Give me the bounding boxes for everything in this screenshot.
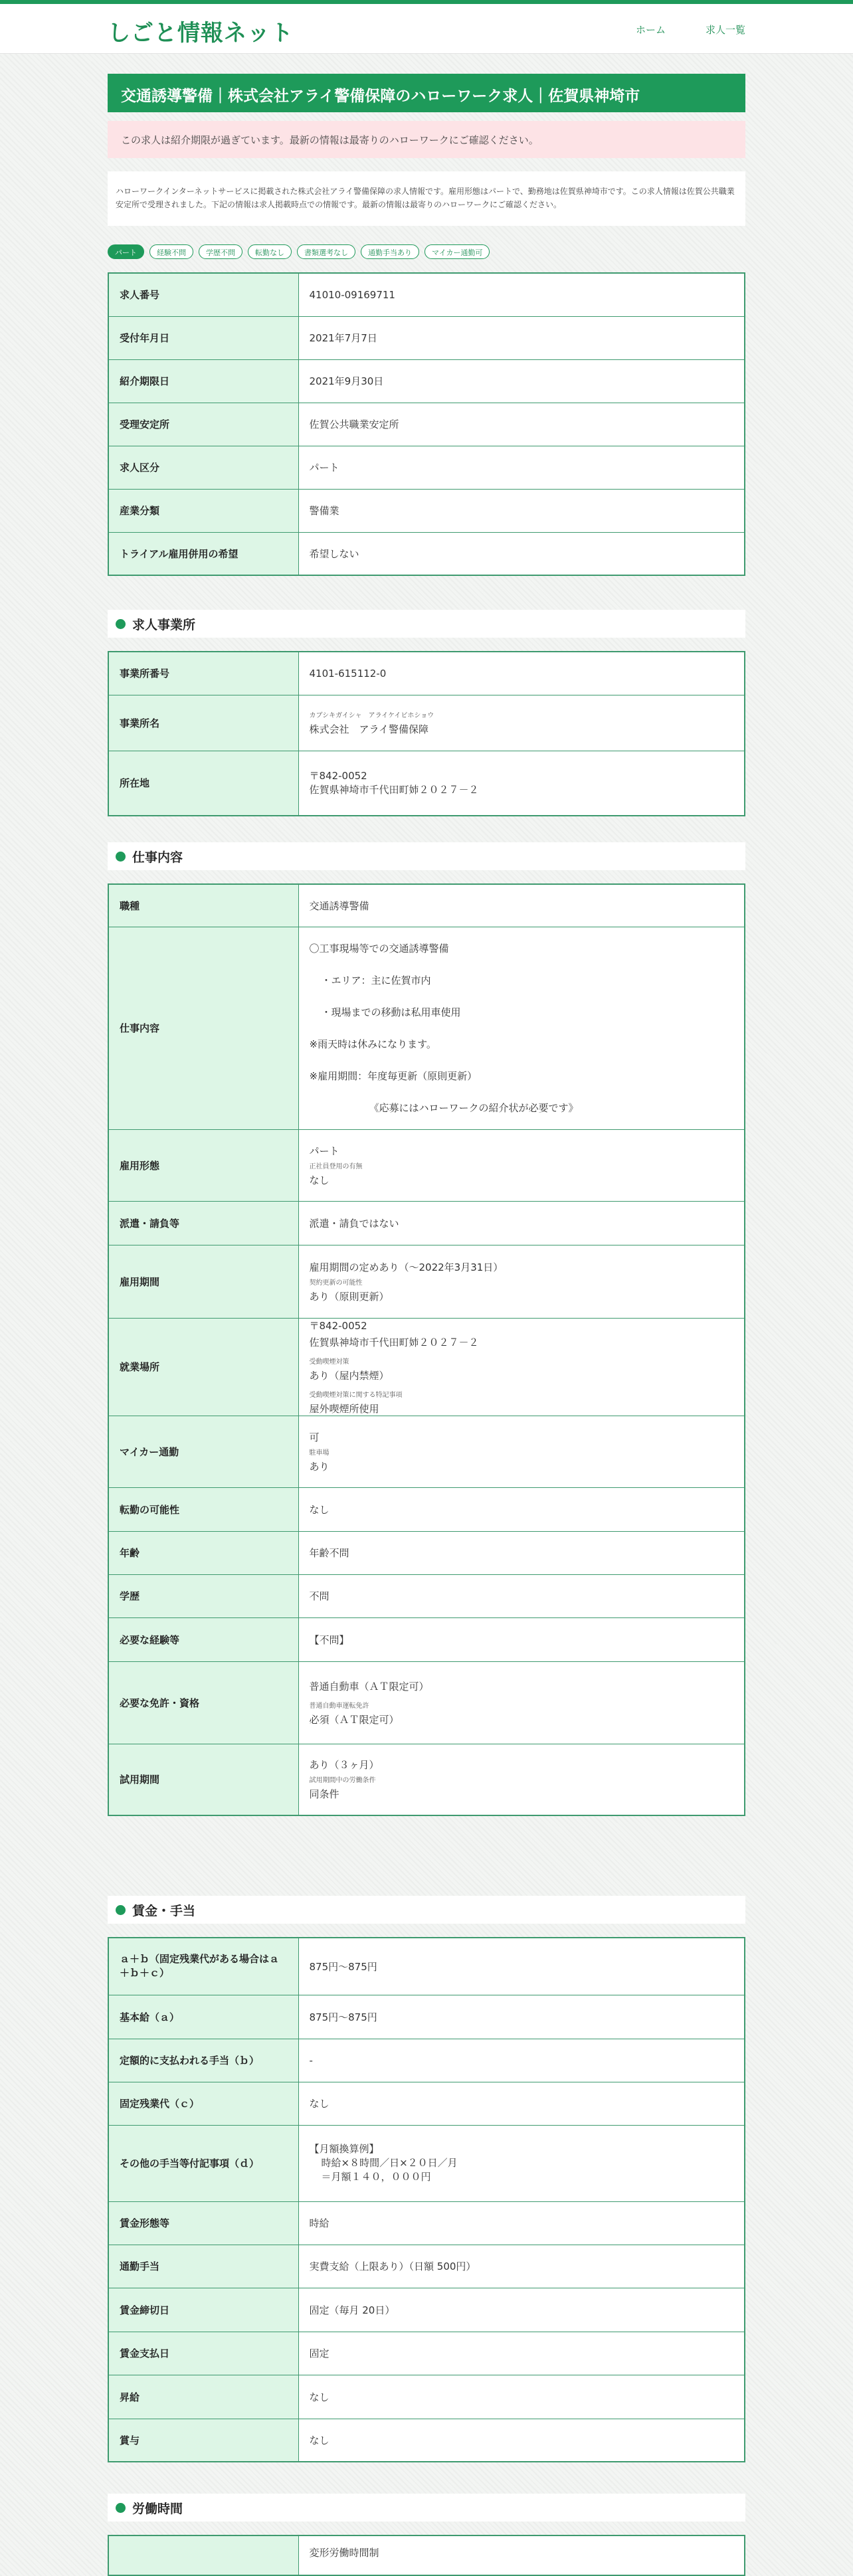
tag-commute-allowance: 通勤手当あり [361, 244, 419, 259]
nav-job-list-link[interactable]: 求人一覧 [705, 24, 745, 36]
job-content-line: ・エリア：主に佐賀市内 [321, 974, 431, 986]
experience-value: 【不問】 [298, 1617, 745, 1661]
office-name: 株式会社 アライ警備保障 [309, 723, 429, 735]
office-name-kana: カブシキガイシャ アライケイビホショウ [309, 712, 434, 719]
row-value: パート [298, 446, 745, 489]
row-label: 通勤手当 [108, 2245, 298, 2288]
row-label: 職種 [108, 884, 298, 927]
table-row [108, 2082, 745, 2125]
other-allowance-line: 【月額換算例】 [309, 2143, 379, 2155]
workplace-zip: 〒842-0052 [309, 1319, 367, 1332]
dispatch-value: 派遣・請負ではない [298, 1201, 745, 1245]
period-sub-label: 契約更新の可能性 [309, 1279, 363, 1287]
ab-value: 875円〜875円 [298, 1938, 745, 1995]
row-value: 2021年9月30日 [298, 359, 745, 403]
row-label: 就業場所 [108, 1318, 298, 1416]
office-name-cell [298, 695, 745, 751]
row-label: 賃金形態等 [108, 2201, 298, 2245]
row-value: 警備業 [298, 489, 745, 532]
row-label: 紹介期限日 [108, 359, 298, 403]
row-label: 受付年月日 [108, 316, 298, 359]
table-row [108, 1574, 745, 1617]
period-value: 雇用期間の定めあり（～2022年3月31日） [309, 1261, 504, 1273]
parking-value: あり [309, 1460, 330, 1473]
row-label [108, 1938, 298, 1995]
office-address-cell [298, 751, 745, 816]
row-label: 学歴 [108, 1574, 298, 1617]
car-commute-value: 可 [309, 1431, 320, 1443]
wage-form-value: 時給 [298, 2201, 745, 2245]
row-label: 受理安定所 [108, 403, 298, 446]
bonus-value: なし [298, 2419, 745, 2462]
transfer-value: なし [298, 1487, 745, 1531]
section-heading [108, 610, 745, 638]
table-row [108, 2375, 745, 2419]
expired-alert: この求人は紹介期限が過ぎています。最新の情報は最寄りのハローワークにご確認ください。 [108, 121, 745, 158]
row-label: 試用期間 [108, 1744, 298, 1815]
office-section [108, 610, 745, 816]
row-label: 転勤の可能性 [108, 1487, 298, 1531]
job-table [108, 883, 745, 1816]
wage-pay-day-value: 固定 [298, 2332, 745, 2375]
table-row [108, 2535, 745, 2575]
basic-info-table [108, 272, 745, 576]
employment-cell [298, 1129, 745, 1201]
tag-list [108, 244, 490, 259]
row-label: 必要な免許・資格 [108, 1661, 298, 1744]
section-heading-text: 仕事内容 [132, 850, 183, 865]
hours-table [108, 2535, 745, 2576]
row-label: 基本給（ａ） [108, 1995, 298, 2039]
section-heading [108, 1896, 745, 1924]
row-label-line: ａ＋ｂ（固定残業代がある場合は [120, 1953, 270, 1966]
row-label: 雇用形態 [108, 1129, 298, 1201]
job-content-line: 《応募にはハローワークの紹介状が必要です》 [369, 1101, 579, 1114]
table-row [108, 2288, 745, 2332]
table-row [108, 1245, 745, 1318]
row-label: 事業所番号 [108, 652, 298, 695]
license-value: 普通自動車（ＡＴ限定可） [309, 1680, 429, 1693]
office-number: 4101-615112-0 [298, 652, 745, 695]
period-sub-value: あり（原則更新） [309, 1290, 389, 1303]
row-label: 雇用期間 [108, 1245, 298, 1318]
tag-no-document-screening: 書類選考なし [297, 244, 355, 259]
table-row [108, 927, 745, 1129]
employment-type: パート [309, 1145, 339, 1157]
row-label: 賃金支払日 [108, 2332, 298, 2375]
section-heading-text: 賃金・手当 [132, 1903, 196, 1918]
bullet-dot-icon [116, 2503, 126, 2513]
table-row [108, 652, 745, 695]
workplace-address: 佐賀県神埼市千代田町姉２０２７－２ [309, 1336, 479, 1348]
table-row [108, 2039, 745, 2082]
education-value: 不問 [298, 1574, 745, 1617]
job-content-line: ・現場までの移動は私用車使用 [321, 1006, 461, 1018]
row-label: 産業分類 [108, 489, 298, 532]
office-table [108, 651, 745, 816]
table-row [108, 1129, 745, 1201]
table-row [108, 1995, 745, 2039]
table-row [108, 273, 745, 316]
row-value: 佐賀公共職業安定所 [298, 403, 745, 446]
parking-label: 駐車場 [309, 1449, 330, 1457]
table-row [108, 446, 745, 489]
table-row [108, 403, 745, 446]
other-allowance-line: 時給×８時間／日×２０日／月 [321, 2157, 458, 2169]
raise-value: なし [298, 2375, 745, 2419]
period-cell [298, 1245, 745, 1318]
office-zip: 〒842-0052 [309, 769, 367, 782]
tag-no-education: 学歴不問 [199, 244, 242, 259]
table-row [108, 1318, 745, 1416]
job-content-line: 〇工事現場等での交通誘導警備 [309, 942, 449, 955]
trial-sub-label: 試用期間中の労働条件 [309, 1777, 376, 1785]
job-description-summary: ハローワークインターネットサービスに掲載された株式会社アライ警備保障の求人情報です。雇用形態はパートで、勤務地は佐賀県神埼市です。この求人情報は佐賀公共職業安定所で受理されました。下記の情報は求人掲載時点での情報です。最新の情報は最寄りのハローワークにご確認ください。 [108, 171, 745, 226]
smoking-note-value: 屋外喫煙所使用 [309, 1402, 379, 1415]
fixed-overtime-value: なし [298, 2082, 745, 2125]
row-label [108, 2535, 298, 2575]
trial-sub-value: 同条件 [309, 1788, 339, 1801]
nav-home-link[interactable]: ホーム [635, 24, 666, 36]
main-nav [636, 23, 745, 37]
site-logo[interactable]: しごと情報ネット [108, 20, 294, 46]
table-row [108, 2201, 745, 2245]
row-label: その他の手当等付記事項（ｄ） [108, 2125, 298, 2201]
job-type: 交通誘導警備 [298, 884, 745, 927]
smoking-measures-label: 受動喫煙対策 [309, 1358, 349, 1366]
commute-allowance-value: 実費支給（上限あり）（日額 500円） [298, 2245, 745, 2288]
table-row [108, 1744, 745, 1815]
row-label: 派遣・請負等 [108, 1201, 298, 1245]
table-row [108, 1201, 745, 1245]
trial-value: あり（３ヶ月） [309, 1759, 379, 1772]
office-address: 佐賀県神埼市千代田町姉２０２７－２ [309, 783, 479, 796]
row-label-line: ａ＋ｂ＋ｃ） [120, 1953, 280, 1979]
other-allowance-cell [298, 2125, 745, 2201]
workplace-cell [298, 1318, 745, 1416]
table-row [108, 1661, 745, 1744]
job-section [108, 842, 745, 1816]
table-row [108, 359, 745, 403]
table-row [108, 1416, 745, 1487]
job-content-line: ※雇用期間：年度毎更新（原則更新） [309, 1069, 478, 1082]
table-row [108, 1938, 745, 1995]
hours-section [108, 2494, 745, 2576]
smoking-note-label: 受動喫煙対策に関する特記事項 [309, 1391, 403, 1399]
section-heading-text: 労働時間 [132, 2501, 183, 2516]
row-label: 求人番号 [108, 273, 298, 316]
job-content-cell [298, 927, 745, 1129]
wage-close-day-value: 固定（毎月 20日） [298, 2288, 745, 2332]
row-label: 賞与 [108, 2419, 298, 2462]
wage-section [108, 1896, 745, 2462]
regular-allowance-value: - [298, 2039, 745, 2082]
smoking-measures-value: あり（屋内禁煙） [309, 1369, 389, 1382]
section-heading [108, 842, 745, 870]
table-row [108, 1487, 745, 1531]
row-label: 賃金締切日 [108, 2288, 298, 2332]
tag-no-experience: 経験不問 [149, 244, 193, 259]
row-label: マイカー通勤 [108, 1416, 298, 1487]
row-label: 仕事内容 [108, 927, 298, 1129]
row-label: 固定残業代（ｃ） [108, 2082, 298, 2125]
bullet-dot-icon [116, 619, 126, 629]
row-value: 希望しない [298, 532, 745, 575]
table-row [108, 1531, 745, 1574]
table-row [108, 2125, 745, 2201]
bullet-dot-icon [116, 852, 126, 862]
row-label: 年齢 [108, 1531, 298, 1574]
license-sub-label: 普通自動車運転免許 [309, 1702, 369, 1710]
tag-car-commute: マイカー通勤可 [425, 244, 490, 259]
table-row [108, 489, 745, 532]
table-row [108, 1617, 745, 1661]
row-value: 41010-09169711 [298, 273, 745, 316]
row-label: 必要な経験等 [108, 1617, 298, 1661]
basic-info-section [108, 272, 745, 576]
page-title: 交通誘導警備｜株式会社アライ警備保障のハローワーク求人｜佐賀県神埼市 [108, 74, 745, 112]
license-cell [298, 1661, 745, 1744]
wage-table [108, 1937, 745, 2462]
job-content-line: ※雨天時は休みになります。 [309, 1038, 436, 1050]
row-value: 2021年7月7日 [298, 316, 745, 359]
tag-part-time: パート [108, 244, 144, 259]
table-row [108, 751, 745, 816]
hours-first-value: 変形労働時間制 [298, 2535, 745, 2575]
age-value: 年齢不問 [298, 1531, 745, 1574]
table-row [108, 2245, 745, 2288]
table-row [108, 2419, 745, 2462]
table-row [108, 532, 745, 575]
trial-cell [298, 1744, 745, 1815]
table-row [108, 2332, 745, 2375]
employment-sub-value: なし [309, 1174, 330, 1186]
base-salary-value: 875円〜875円 [298, 1995, 745, 2039]
license-sub-value: 必須（ＡＴ限定可） [309, 1713, 399, 1726]
section-heading [108, 2494, 745, 2522]
row-label: トライアル雇用併用の希望 [108, 532, 298, 575]
tag-no-transfer: 転勤なし [248, 244, 292, 259]
row-label: 求人区分 [108, 446, 298, 489]
row-label: 所在地 [108, 751, 298, 816]
other-allowance-line: ＝月額１４０，０００円 [321, 2171, 431, 2183]
row-label: 昇給 [108, 2375, 298, 2419]
table-row [108, 316, 745, 359]
employment-sub-label: 正社員登用の有無 [309, 1162, 363, 1170]
table-row [108, 884, 745, 927]
table-row [108, 695, 745, 751]
row-label: 事業所名 [108, 695, 298, 751]
bullet-dot-icon [116, 1905, 126, 1915]
row-label: 定額的に支払われる手当（ｂ） [108, 2039, 298, 2082]
site-header [0, 4, 853, 54]
car-commute-cell [298, 1416, 745, 1487]
section-heading-text: 求人事業所 [132, 617, 196, 632]
